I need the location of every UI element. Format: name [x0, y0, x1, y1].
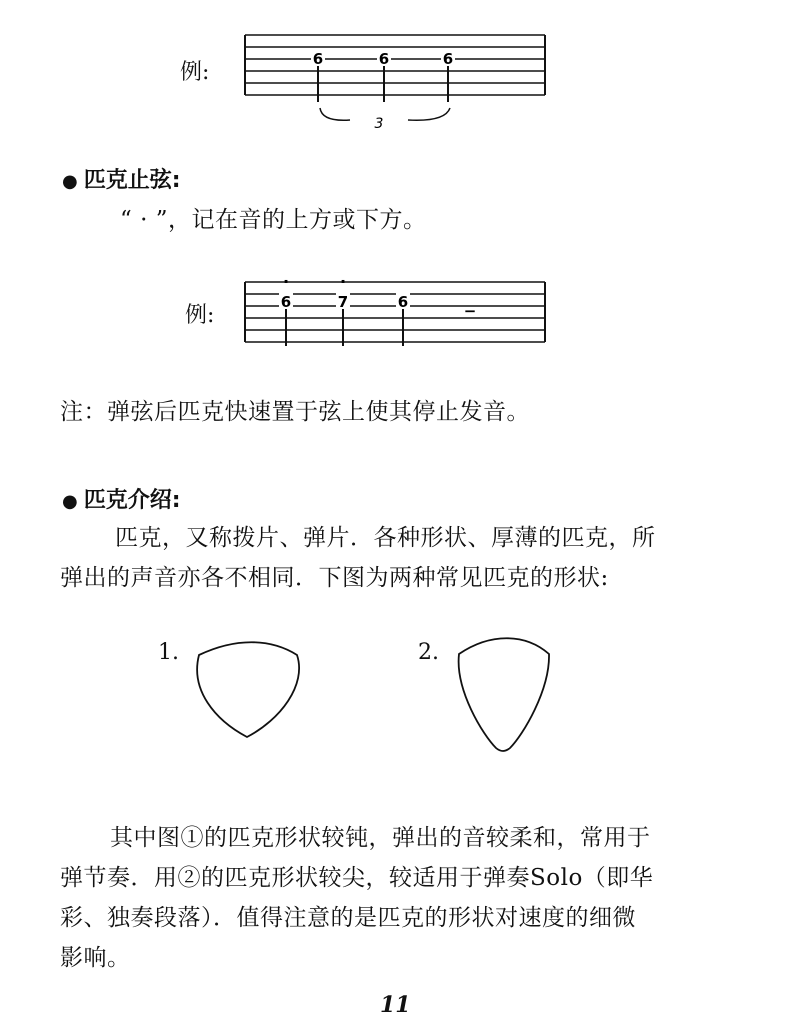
tab-note: 6 — [280, 293, 292, 311]
example-2-tab-staff — [240, 270, 550, 360]
tab-note: 7 — [337, 293, 349, 311]
closing-paragraph-line: 其中图①的匹克形状较钝，弹出的音较柔和，常用于 — [110, 825, 651, 851]
bullet-icon: ● — [62, 491, 78, 512]
pick-stop-description: “ · ”，记在音的上方或下方。 — [120, 207, 427, 233]
pick-2-pointed-shape — [445, 630, 565, 760]
closing-paragraph-line: 彩、独奏段落）．值得注意的是匹克的形状对速度的细微 — [60, 905, 636, 931]
section-heading-pick-intro — [62, 483, 181, 514]
tab-note: 6 — [397, 293, 409, 311]
example-1-label: 例: — [180, 60, 210, 85]
note-line: 注：弹弦后匹克快速置于弦上使其停止发音。 — [60, 399, 530, 425]
pick-2-label: 2. — [418, 640, 439, 665]
closing-paragraph-line: 影响。 — [60, 945, 131, 971]
example-2-label: 例: — [185, 303, 215, 328]
bullet-icon: ● — [62, 171, 78, 192]
rest-symbol: − — [463, 302, 477, 320]
closing-paragraph-line: 弹节奏．用②的匹克形状较尖，较适用于弹奏Solo（即华 — [60, 865, 654, 891]
pick-1-rounded-shape — [185, 635, 315, 745]
staccato-dot: · — [282, 272, 290, 291]
intro-paragraph-line: 匹克，又称拨片、弹片．各种形状、厚薄的匹克，所 — [115, 525, 656, 551]
triplet-number: 3 — [374, 116, 384, 132]
tab-note: 6 — [312, 50, 324, 68]
section-heading-pick-stop — [62, 163, 181, 194]
staccato-dot: · — [339, 272, 347, 291]
heading-text: 匹克止弦: — [83, 168, 181, 193]
tab-note: 6 — [442, 50, 454, 68]
intro-paragraph-line: 弹出的声音亦各不相同．下图为两种常见匹克的形状: — [60, 565, 609, 591]
pick-1-label: 1. — [158, 640, 179, 665]
heading-text: 匹克介绍: — [83, 488, 181, 513]
page-number: 11 — [380, 992, 411, 1018]
example-1-tab-staff — [240, 30, 550, 140]
tab-note: 6 — [378, 50, 390, 68]
